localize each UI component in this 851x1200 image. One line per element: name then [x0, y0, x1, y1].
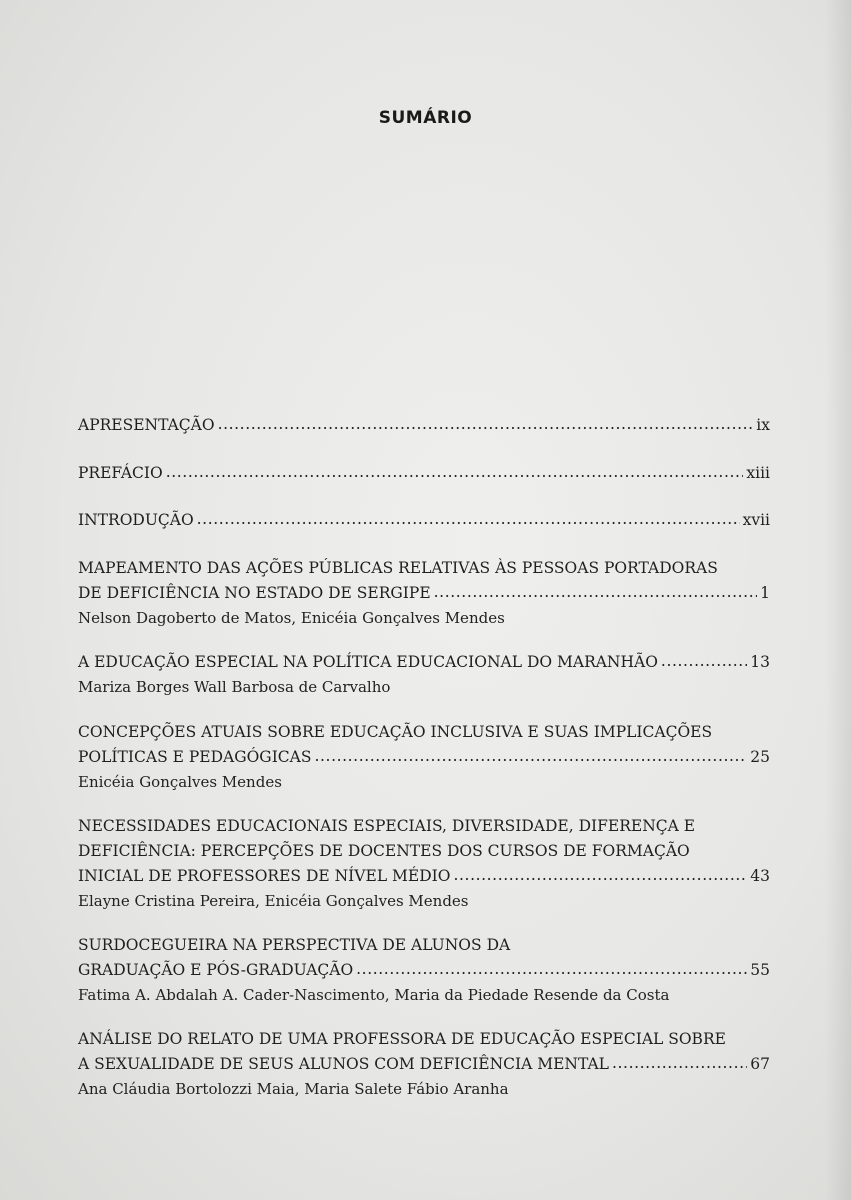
toc-entry-authors: Nelson Dagoberto de Matos, Enicéia Gonçalves Mendes: [78, 609, 505, 627]
dot-leader: [218, 412, 754, 437]
toc-entry-title-line: [78, 958, 770, 983]
toc-page-number: xiii: [746, 464, 770, 482]
toc-page-number: 1: [760, 584, 770, 602]
toc-page-number: 43: [750, 867, 770, 885]
toc-entry-title-line: [78, 864, 770, 889]
toc-page-number: 13: [750, 653, 770, 671]
toc-entry-title: DE DEFICIÊNCIA NO ESTADO DE SERGIPE: [78, 584, 431, 602]
toc-entry: [78, 1027, 770, 1101]
toc-entry-title: A EDUCAÇÃO ESPECIAL NA POLÍTICA EDUCACIONAL DO MARANHÃO: [78, 653, 658, 671]
toc-entry-authors: Enicéia Gonçalves Mendes: [78, 773, 282, 791]
toc-entry-title: A SEXUALIDADE DE SEUS ALUNOS COM DEFICIÊNCIA MENTAL: [78, 1055, 609, 1073]
dot-leader: [356, 957, 747, 982]
toc-entry-title-line: CONCEPÇÕES ATUAIS SOBRE EDUCAÇÃO INCLUSIVA E SUAS IMPLICAÇÕES: [78, 723, 713, 741]
toc-page-number: 25: [750, 748, 770, 766]
dot-leader: [453, 863, 747, 888]
toc-entry-title-line: [78, 1052, 770, 1077]
toc-entry-title-line: DEFICIÊNCIA: PERCEPÇÕES DE DOCENTES DOS CURSOS DE FORMAÇÃO: [78, 842, 690, 860]
dot-leader: [661, 649, 747, 674]
toc-entry-title-line: NECESSIDADES EDUCACIONAIS ESPECIAIS, DIVERSIDADE, DIFERENÇA E: [78, 817, 696, 835]
toc-page-number: xvii: [742, 511, 770, 529]
toc-entry-title-line: [78, 413, 770, 438]
toc-entry-authors: Ana Cláudia Bortolozzi Maia, Maria Salete Fábio Aranha: [78, 1080, 509, 1098]
toc-entry-authors: Elayne Cristina Pereira, Enicéia Gonçalves Mendes: [78, 892, 469, 910]
toc-entry: [78, 556, 770, 630]
toc-entry: [78, 650, 770, 699]
page-title: SUMÁRIO: [378, 108, 473, 128]
toc-entry-title: APRESENTAÇÃO: [78, 416, 215, 434]
toc-entry: [78, 508, 770, 533]
toc-entry: [78, 461, 770, 486]
toc-page-number: 55: [750, 961, 770, 979]
toc-entry-title: INTRODUÇÃO: [78, 511, 194, 529]
toc-entry: [78, 720, 770, 794]
toc-entry-title: GRADUAÇÃO E PÓS-GRADUAÇÃO: [78, 961, 354, 979]
toc-entry-title-line: ANÁLISE DO RELATO DE UMA PROFESSORA DE EDUCAÇÃO ESPECIAL SOBRE: [78, 1030, 726, 1048]
dot-leader: [434, 580, 757, 605]
toc-page-number: ix: [756, 416, 770, 434]
toc-entry-title: INICIAL DE PROFESSORES DE NÍVEL MÉDIO: [78, 867, 451, 885]
dot-leader: [612, 1051, 747, 1076]
toc-entry-title-line: [78, 508, 770, 533]
toc-entry: [78, 814, 770, 913]
toc-entry-title: POLÍTICAS E PEDAGÓGICAS: [78, 748, 312, 766]
toc-entry-title-line: MAPEAMENTO DAS AÇÕES PÚBLICAS RELATIVAS ÀS PESSOAS PORTADORAS: [78, 559, 718, 577]
toc-entry-title-line: [78, 745, 770, 770]
dot-leader: [197, 507, 740, 532]
toc-entry-title-line: [78, 461, 770, 486]
toc-entry-authors: Fatima A. Abdalah A. Cader-Nascimento, Maria da Piedade Resende da Costa: [78, 986, 670, 1004]
dot-leader: [166, 460, 744, 485]
toc-page-number: 67: [750, 1055, 770, 1073]
page-edge-shadow: [825, 0, 851, 1200]
toc-entry-authors: Mariza Borges Wall Barbosa de Carvalho: [78, 678, 391, 696]
toc-entry: [78, 933, 770, 1007]
toc-entry-title-line: SURDOCEGUEIRA NA PERSPECTIVA DE ALUNOS DA: [78, 936, 511, 954]
dot-leader: [314, 744, 747, 769]
toc-entry: [78, 413, 770, 438]
toc-entry-title-line: [78, 650, 770, 675]
toc-entry-title-line: [78, 581, 770, 606]
toc-entry-title: PREFÁCIO: [78, 464, 163, 482]
